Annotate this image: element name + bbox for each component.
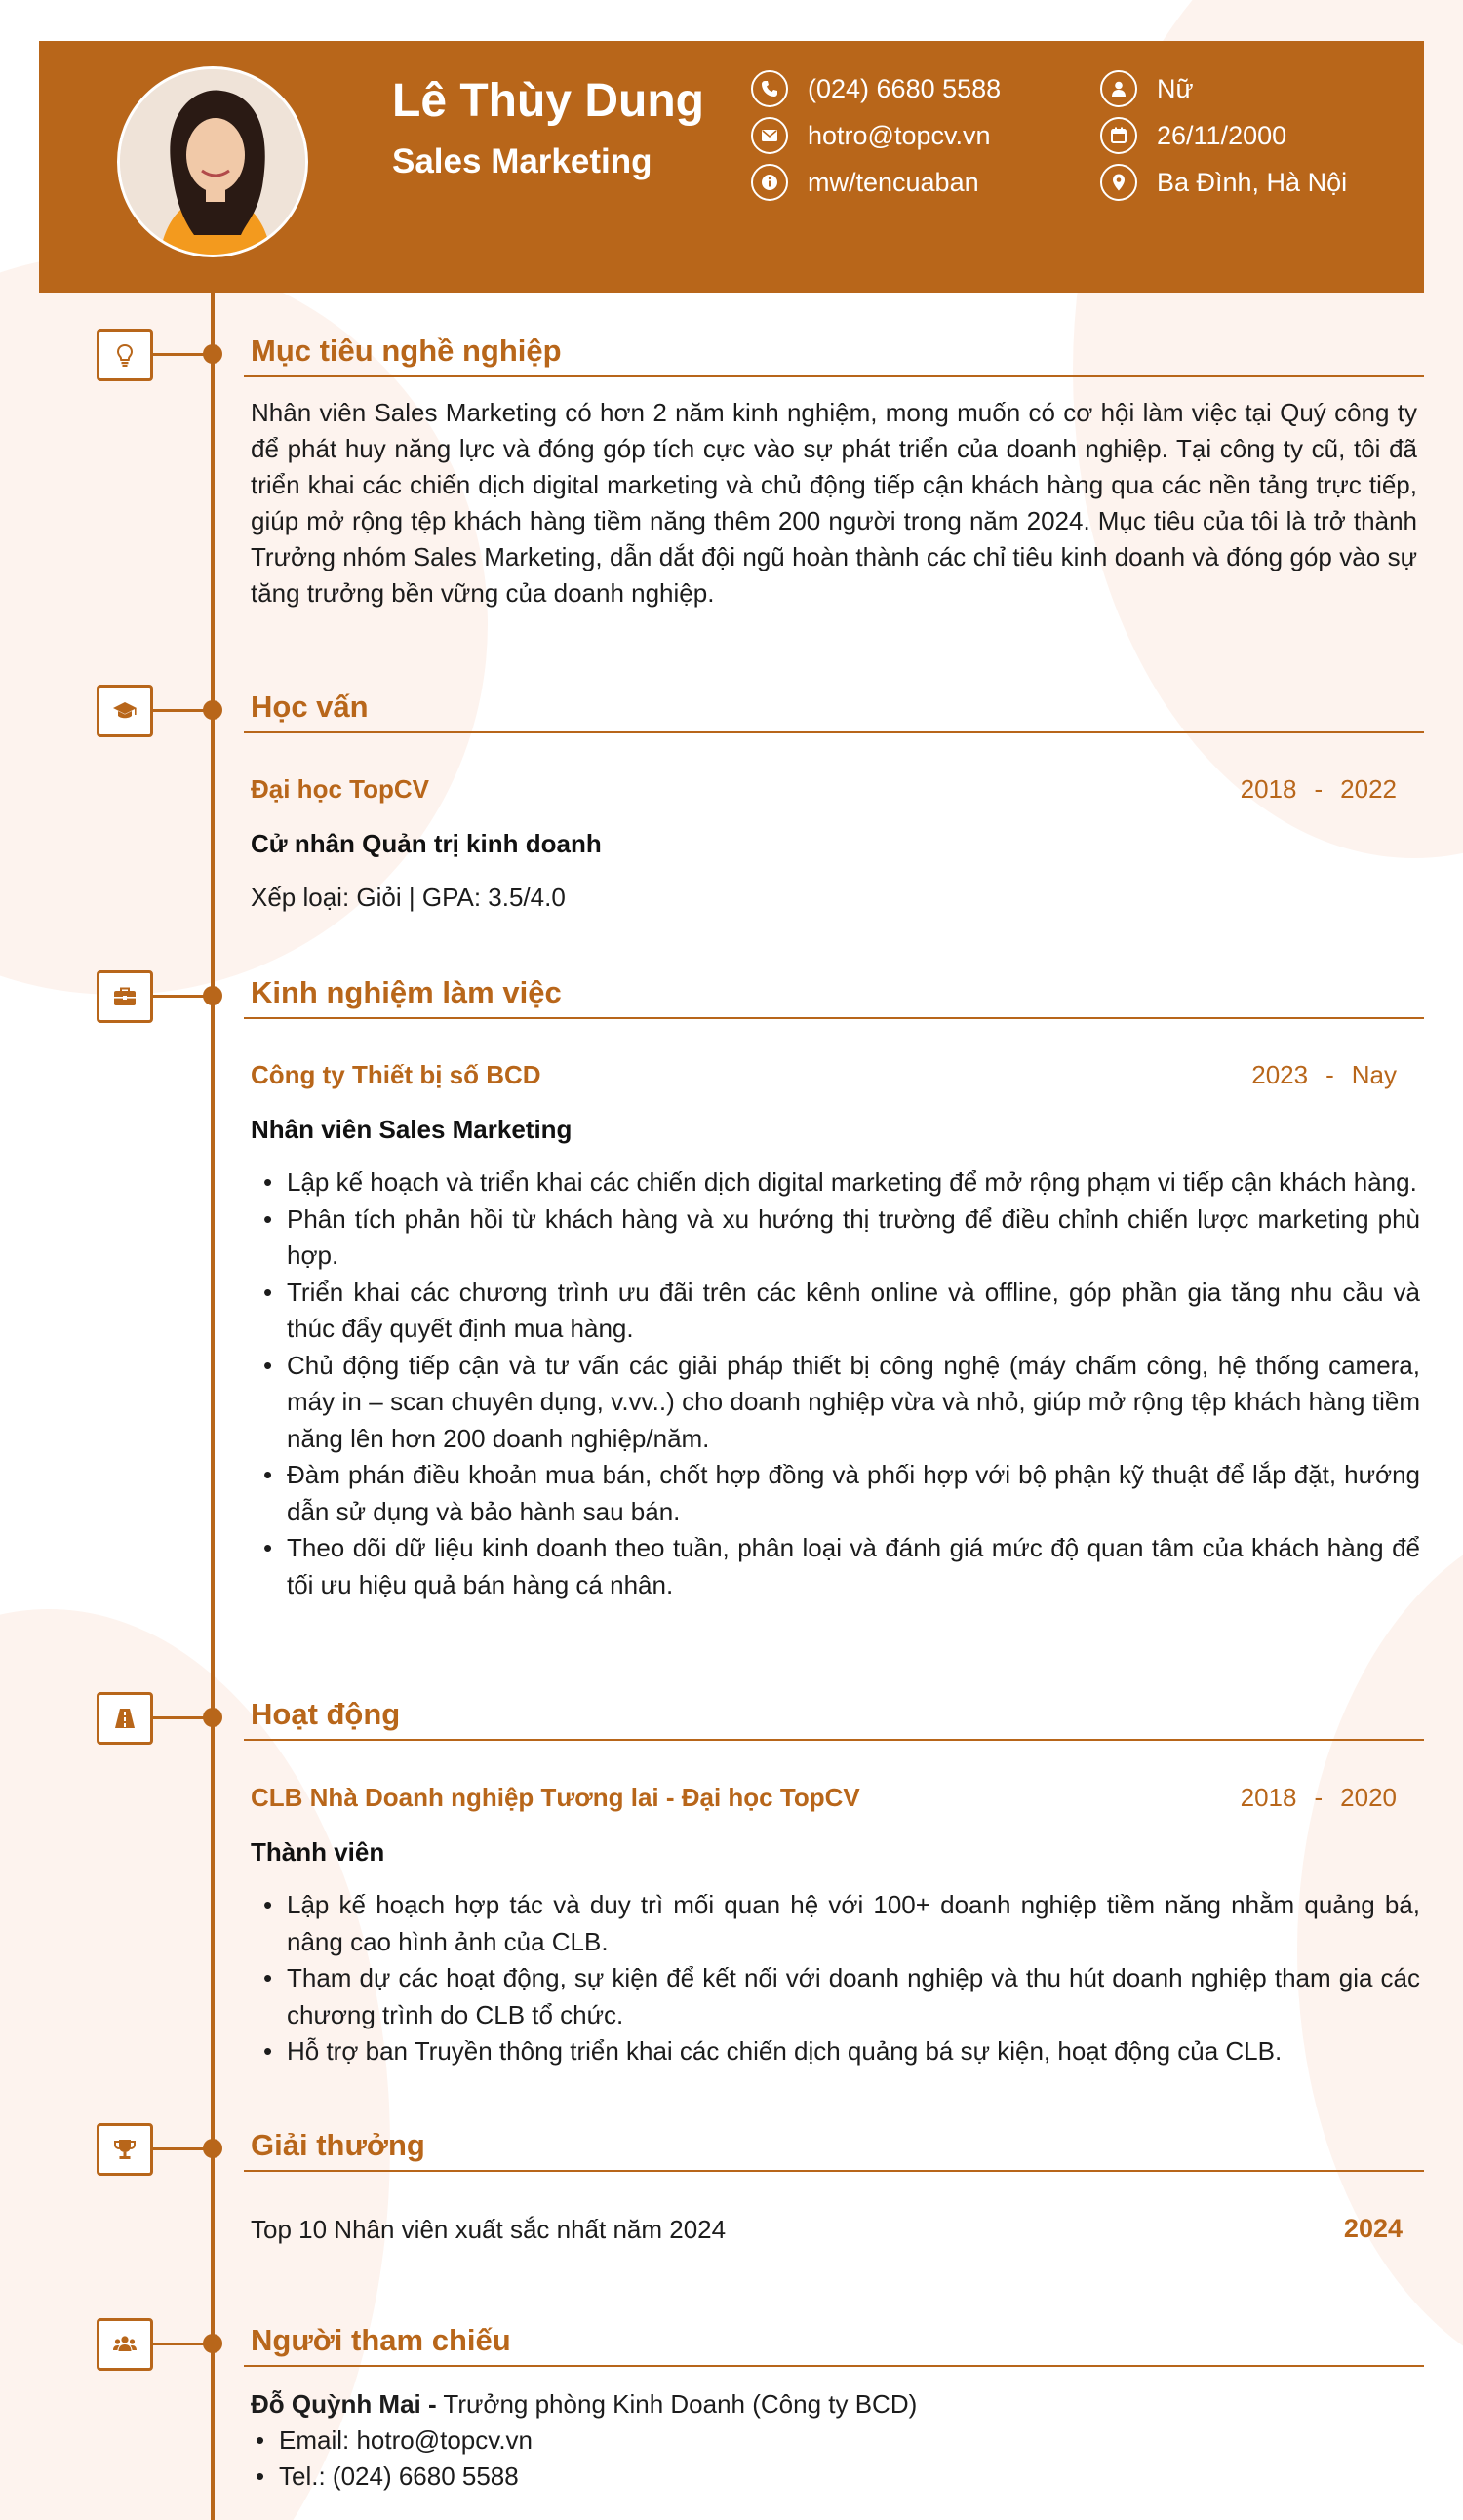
date-separator: - bbox=[1314, 774, 1324, 804]
birthday-value: 26/11/2000 bbox=[1157, 120, 1287, 150]
date-end: Nay bbox=[1351, 1060, 1397, 1089]
date-start: 2018 bbox=[1240, 1783, 1297, 1812]
experience-bullets bbox=[263, 1164, 1420, 1603]
graduation-cap-icon bbox=[97, 685, 153, 737]
timeline-dot bbox=[203, 2139, 222, 2158]
lightbulb-icon bbox=[97, 329, 153, 381]
section-title: Người tham chiếu bbox=[251, 2323, 511, 2357]
gender-value: Nữ bbox=[1157, 73, 1194, 103]
reference-person bbox=[251, 2386, 917, 2422]
section-divider bbox=[244, 731, 1424, 733]
activity-dates bbox=[1241, 1783, 1397, 1813]
trophy-icon bbox=[97, 2123, 153, 2176]
section-title: Mục tiêu nghề nghiệp bbox=[251, 334, 562, 368]
email-icon bbox=[751, 117, 788, 154]
section-divider bbox=[244, 1739, 1424, 1741]
list-item: • Theo dõi dữ liệu kinh doanh theo tuần, phân loại và đánh giá mức độ quan tâm của khách hàng để tối ưu hiệu quả bán hàng cá nhân. bbox=[263, 1530, 1420, 1603]
timeline-dot bbox=[203, 2334, 222, 2353]
list-item: • Lập kế hoạch và triển khai các chiến dịch digital marketing để mở rộng phạm vi tiếp cận khách hàng. bbox=[263, 1164, 1420, 1201]
website-value: mw/tencuaban bbox=[808, 167, 979, 197]
user-icon bbox=[1100, 70, 1137, 107]
list-item: • Phân tích phản hồi từ khách hàng và xu hướng thị trường để điều chỉnh chiến lược marketing phù hợp. bbox=[263, 1201, 1420, 1275]
people-icon bbox=[97, 2318, 153, 2371]
activity-role: Thành viên bbox=[251, 1837, 385, 1867]
reference-email: • Email: hotro@topcv.vn bbox=[256, 2422, 1412, 2459]
briefcase-icon bbox=[97, 970, 153, 1023]
school-name: Đại học TopCV bbox=[251, 774, 429, 804]
activity-bullets bbox=[263, 1887, 1420, 2070]
reference-name: Đỗ Quỳnh Mai - bbox=[251, 2389, 437, 2419]
road-icon bbox=[97, 1692, 153, 1745]
date-start: 2023 bbox=[1251, 1060, 1309, 1089]
list-item: • Chủ động tiếp cận và tư vấn các giải pháp thiết bị công nghệ (máy chấm công, hệ thống camera, máy in – scan chuyên dụng, v.vv..) cho doanh nghiệp vừa và nhỏ, giúp mở rộng tệp khách hàng tiềm năng lên hơn 200 doanh nghiệp/năm. bbox=[263, 1348, 1420, 1458]
date-start: 2018 bbox=[1240, 774, 1297, 804]
section-divider bbox=[244, 1017, 1424, 1019]
date-end: 2020 bbox=[1340, 1783, 1397, 1812]
grade: Xếp loại: Giỏi | GPA: 3.5/4.0 bbox=[251, 883, 566, 912]
timeline-dot bbox=[203, 344, 222, 364]
contact-gender bbox=[1100, 70, 1194, 107]
info-icon bbox=[751, 164, 788, 201]
organization-name: CLB Nhà Doanh nghiệp Tương lai - Đại học TopCV bbox=[251, 1783, 860, 1812]
list-item: • Lập kế hoạch hợp tác và duy trì mối quan hệ với 100+ doanh nghiệp tiềm năng nhằm quảng bá, nâng cao hình ảnh của CLB. bbox=[263, 1887, 1420, 1960]
experience-dates bbox=[1251, 1060, 1397, 1090]
award-item: Top 10 Nhân viên xuất sắc nhất năm 2024 bbox=[251, 2215, 727, 2244]
section-title: Hoạt động bbox=[251, 1697, 401, 1731]
avatar bbox=[117, 66, 308, 257]
reference-detail: Trưởng phòng Kinh Doanh (Công ty BCD) bbox=[436, 2389, 918, 2419]
date-separator: - bbox=[1314, 1783, 1324, 1812]
section-divider bbox=[244, 375, 1424, 377]
job-position: Nhân viên Sales Marketing bbox=[251, 1115, 573, 1144]
section-title: Kinh nghiệm làm việc bbox=[251, 975, 562, 1009]
phone-value: (024) 6680 5588 bbox=[808, 73, 1002, 103]
contact-email bbox=[751, 117, 991, 154]
email-value: hotro@topcv.vn bbox=[808, 120, 991, 150]
timeline-dot bbox=[203, 700, 222, 720]
candidate-role: Sales Marketing bbox=[392, 142, 652, 180]
section-title: Học vấn bbox=[251, 689, 369, 724]
calendar-icon bbox=[1100, 117, 1137, 154]
timeline-dot bbox=[203, 986, 222, 1005]
section-divider bbox=[244, 2365, 1424, 2367]
contact-address bbox=[1100, 164, 1347, 201]
contact-phone bbox=[751, 70, 1001, 107]
date-end: 2022 bbox=[1340, 774, 1397, 804]
reference-contacts bbox=[256, 2422, 1412, 2495]
timeline-line bbox=[211, 293, 215, 2520]
phone-icon bbox=[751, 70, 788, 107]
degree: Cử nhân Quản trị kinh doanh bbox=[251, 829, 602, 858]
timeline-dot bbox=[203, 1708, 222, 1727]
list-item: • Triển khai các chương trình ưu đãi trên các kênh online và offline, góp phần gia tăng nhu cầu và thúc đẩy quyết định mua hàng. bbox=[263, 1275, 1420, 1348]
reference-phone: • Tel.: (024) 6680 5588 bbox=[256, 2459, 1412, 2495]
location-icon bbox=[1100, 164, 1137, 201]
contact-birthday bbox=[1100, 117, 1286, 154]
date-separator: - bbox=[1325, 1060, 1334, 1089]
award-year: 2024 bbox=[1343, 2214, 1403, 2243]
objective-text: Nhân viên Sales Marketing có hơn 2 năm kinh nghiệm, mong muốn có cơ hội làm việc tại Quý công ty để phát huy năng lực và đóng góp tích cực vào sự phát triển của doanh nghiệp. Tại công ty cũ, tôi đã triển khai các chiến dịch digital marketing và chủ động tiếp cận khách hàng qua các nền tảng trực tiếp, giúp mở rộng tệp khách hàng tiềm năng thêm 200 người trong năm 2024. Mục tiêu của tôi là trở thành Trưởng nhóm Sales Marketing, dẫn dắt đội ngũ hoàn thành các chỉ tiêu kinh doanh và đóng góp vào sự tăng trưởng bền vững của doanh nghiệp. bbox=[251, 398, 1417, 608]
address-value: Ba Đình, Hà Nội bbox=[1157, 167, 1348, 197]
list-item: • Tham dự các hoạt động, sự kiện để kết nối với doanh nghiệp và thu hút doanh nghiệp tham gia các chương trình do CLB tổ chức. bbox=[263, 1960, 1420, 2033]
list-item: • Đàm phán điều khoản mua bán, chốt hợp đồng và phối hợp với bộ phận kỹ thuật để lắp đặt, hướng dẫn sử dụng và bảo hành sau bán. bbox=[263, 1457, 1420, 1530]
company-name: Công ty Thiết bị số BCD bbox=[251, 1060, 541, 1089]
section-divider bbox=[244, 2170, 1424, 2172]
list-item: • Hỗ trợ ban Truyền thông triển khai các chiến dịch quảng bá sự kiện, hoạt động của CLB. bbox=[263, 2033, 1420, 2070]
education-dates bbox=[1241, 774, 1397, 805]
section-title: Giải thưởng bbox=[251, 2128, 425, 2162]
resume-header bbox=[39, 41, 1424, 293]
candidate-name: Lê Thùy Dung bbox=[392, 75, 704, 127]
contact-website bbox=[751, 164, 979, 201]
